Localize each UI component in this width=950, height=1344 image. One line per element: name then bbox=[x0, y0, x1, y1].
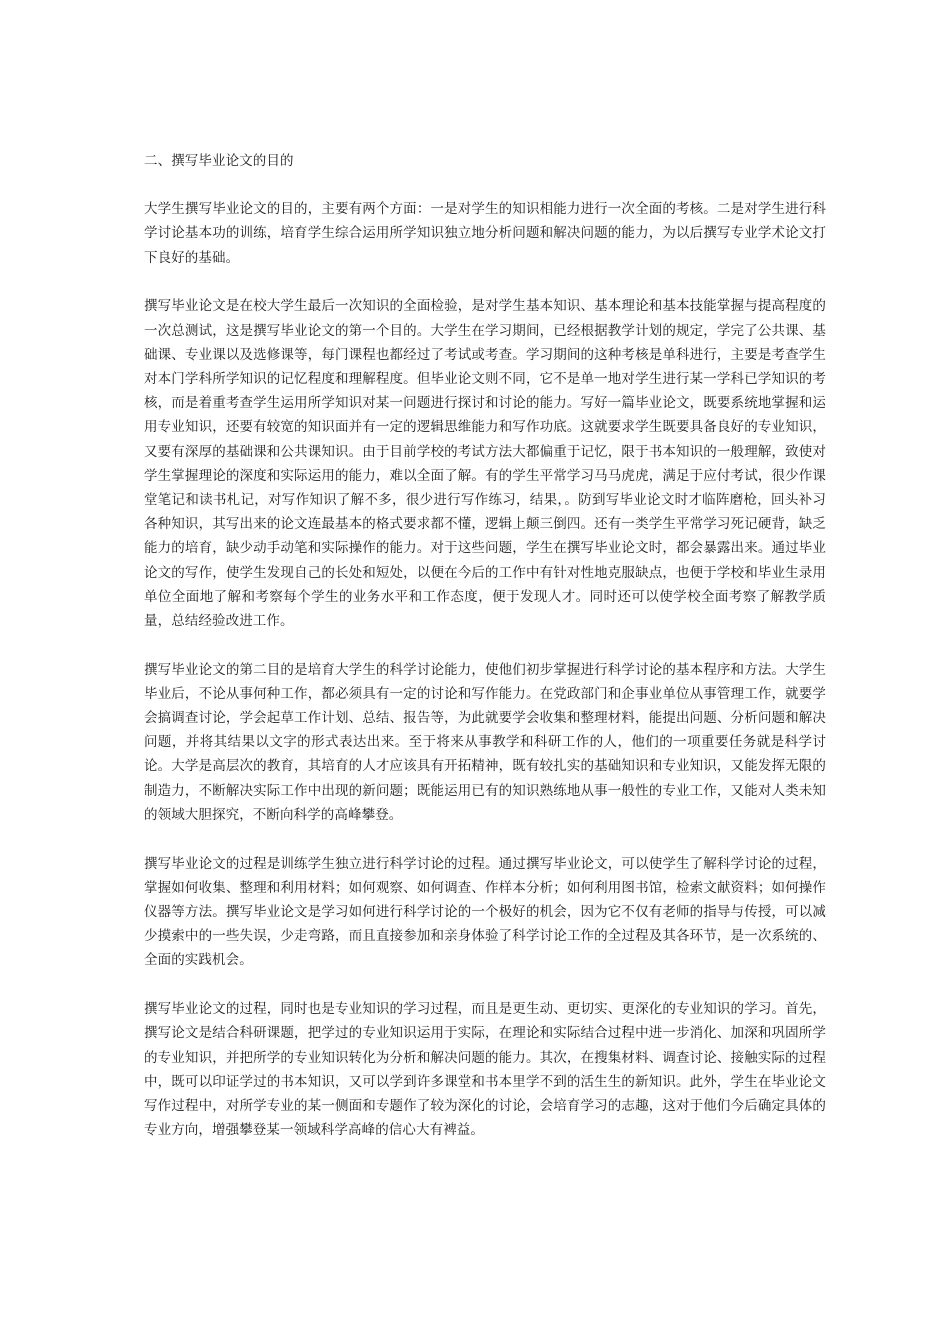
paragraph-5: 撰写毕业论文的过程，同时也是专业知识的学习过程，而且是更生动、更切实、更深化的专业知识的学习。首先，撰写论文是结合科研课题，把学过的专业知识运用于实际，在理论和实际结合过程中进一步消化、加深和巩固所学的专业知识，并把所学的专业知识转化为分析和解决问题的能力。其次，在搜集材料、调查讨论、接触实际的过程中，既可以印证学过的书本知识，又可以学到许多课堂和书本里学不到的活生生的新知识。此外，学生在毕业论文写作过程中，对所学专业的某一侧面和专题作了较为深化的讨论，会培育学习的志趣，这对于他们今后确定具体的专业方向，增强攀登某一领域科学高峰的信心大有裨益。 bbox=[144, 1001, 826, 1139]
document-body bbox=[144, 149, 826, 1167]
paragraph-4: 撰写毕业论文的过程是训练学生独立进行科学讨论的过程。通过撰写毕业论文，可以使学生了解科学讨论的过程，掌握如何收集、整理和利用材料；如何观察、如何调查、作样本分析；如何利用图书馆，检索文献资料；如何操作仪器等方法。撰写毕业论文是学习如何进行科学讨论的一个极好的机会，因为它不仅有老师的指导与传授，可以减少摸索中的一些失误，少走弯路，而且直接参加和亲身体验了科学讨论工作的全过程及其各环节，是一次系统的、全面的实践机会。 bbox=[144, 855, 826, 969]
paragraph-1: 大学生撰写毕业论文的目的，主要有两个方面：一是对学生的知识相能力进行一次全面的考核。二是对学生进行科学讨论基本功的训练，培育学生综合运用所学知识独立地分析问题和解决问题的能力，为以后撰写专业学术论文打下良好的基础。 bbox=[144, 201, 826, 266]
paragraph-2: 撰写毕业论文是在校大学生最后一次知识的全面检验，是对学生基本知识、基本理论和基本技能掌握与提高程度的一次总测试，这是撰写毕业论文的第一个目的。大学生在学习期间，已经根据教学计划的规定，学完了公共课、基础课、专业课以及选修课等，每门课程也都经过了考试或考查。学习期间的这种考核是单科进行，主要是考查学生对本门学科所学知识的记忆程度和理解程度。但毕业论文则不同，它不是单一地对学生进行某一学科已学知识的考核，而是着重考查学生运用所学知识对某一问题进行探讨和讨论的能力。写好一篇毕业论文，既要系统地掌握和运用专业知识，还要有较宽的知识面并有一定的逻辑思维能力和写作功底。这就要求学生既要具备良好的专业知识，又要有深厚的基础课和公共课知识。由于目前学校的考试方法大都偏重于记忆，限于书本知识的一般理解，致使对学生掌握理论的深度和实际运用的能力，难以全面了解。有的学生平常学习马马虎虎，满足于应付考试，很少作课堂笔记和读书札记，对写作知识了解不多，很少进行写作练习，结果，。防到写毕业论文时才临阵磨枪，回头补习各种知识，其写出来的论文连最基本的格式要求都不懂，逻辑上颠三倒四。还有一类学生平常学习死记硬背，缺乏能力的培育，缺少动手动笔和实际操作的能力。对于这些问题，学生在撰写毕业论文时，都会暴露出来。通过毕业论文的写作，使学生发现自己的长处和短处，以便在今后的工作中有针对性地克服缺点，也便于学校和毕业生录用单位全面地了解和考察每个学生的业务水平和工作态度，便于发现人才。同时还可以使学校全面考察了解教学质量，总结经验改进工作。 bbox=[144, 298, 826, 629]
paragraph-3: 撰写毕业论文的第二目的是培育大学生的科学讨论能力，使他们初步掌握进行科学讨论的基本程序和方法。大学生毕业后，不论从事何种工作，都必须具有一定的讨论和写作能力。在党政部门和企事业单位从事管理工作，就要学会搞调查讨论，学会起草工作计划、总结、报告等，为此就要学会收集和整理材料，能提出问题、分析问题和解决问题，并将其结果以文字的形式表达出来。至于将来从事教学和科研工作的人，他们的一项重要任务就是科学讨论。大学是高层次的教育，其培育的人才应该具有开拓精神，既有较扎实的基础知识和专业知识，又能发挥无限的制造力，不断解决实际工作中出现的新问题；既能运用已有的知识熟练地从事一般性的专业工作，又能对人类未知的领域大胆探究，不断向科学的高峰攀登。 bbox=[144, 661, 826, 823]
section-heading: 二、撰写毕业论文的目的 bbox=[144, 153, 294, 169]
